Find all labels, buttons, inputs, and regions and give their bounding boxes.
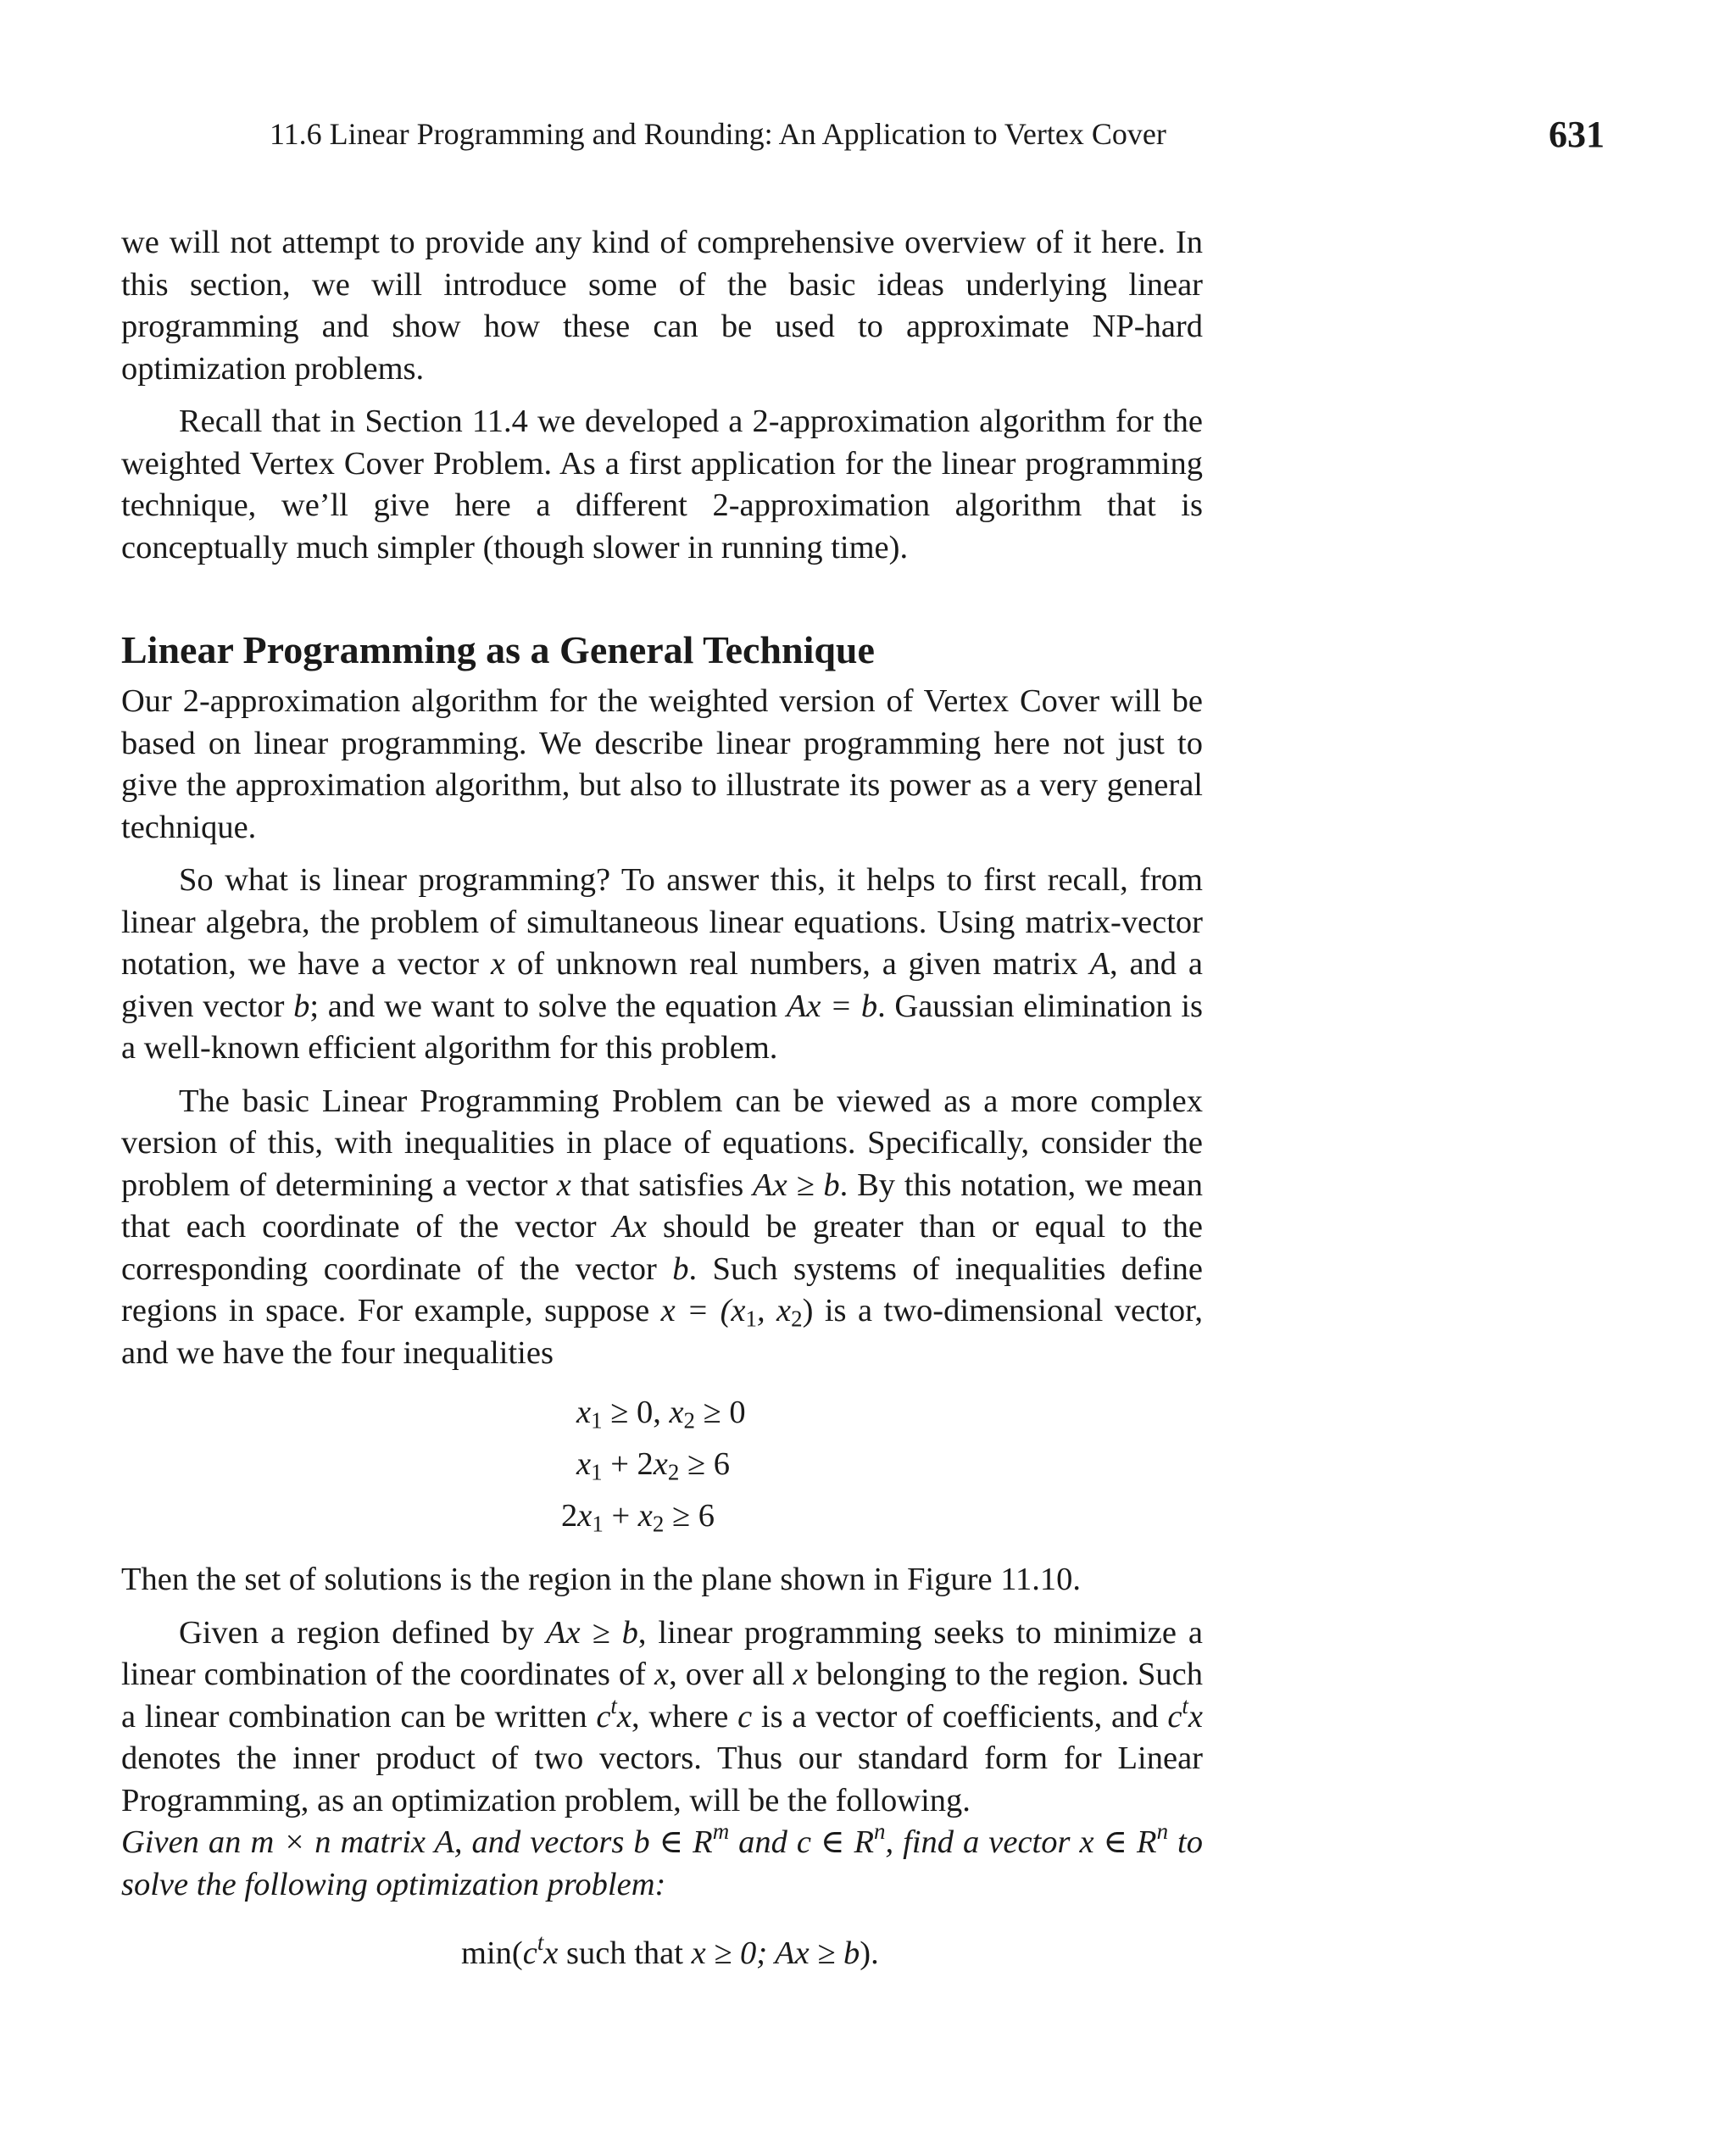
math-x: x <box>793 1657 808 1692</box>
inequality-1 <box>576 1391 746 1434</box>
text-run: of unknown real numbers, a given matrix <box>505 946 1090 982</box>
section-heading: Linear Programming as a General Technique <box>121 628 875 671</box>
text-run: , where <box>631 1698 738 1735</box>
text-run: ; and we want to solve the equation <box>309 988 787 1024</box>
subscript: 1 <box>745 1306 757 1332</box>
math-run: ≥ 6 <box>679 1446 730 1482</box>
math-run: ≥ 0 <box>695 1395 746 1430</box>
math-run: x <box>616 1698 632 1735</box>
text-run: . Gaussian elimination is a well-known efficient algorithm for this problem. <box>121 988 1203 1066</box>
running-head: 11.6 Linear Programming and Rounding: An Application to Vertex Cover <box>270 117 1166 151</box>
math-run: x ≥ 0; Ax ≥ b <box>691 1935 860 1971</box>
math-run: 2 <box>561 1498 578 1534</box>
math-ax-eq-b: Ax = b <box>786 988 878 1024</box>
math-run: + <box>603 1498 638 1534</box>
inequality-3 <box>561 1495 715 1537</box>
math-ax-geq-b: Ax ≥ b <box>546 1614 638 1651</box>
math-run: x <box>1188 1698 1203 1735</box>
paragraph-figure-ref: Then the set of solutions is the region in the plane shown in Figure 11.10. <box>121 1562 1082 1597</box>
math-run: + 2 <box>602 1446 654 1482</box>
subscript: 1 <box>592 1511 604 1537</box>
text-run: , and vectors <box>453 1824 634 1860</box>
math-run: x <box>637 1498 653 1534</box>
math-x-in-rn <box>1079 1818 1169 1860</box>
math-c-in-rn <box>796 1818 886 1860</box>
text-run: , over all <box>669 1657 793 1692</box>
text-run: Given an <box>121 1824 251 1860</box>
math-x-pair <box>660 1293 814 1332</box>
subscript: 2 <box>683 1407 696 1434</box>
superscript: n <box>1156 1818 1169 1844</box>
page-number: 631 <box>1549 114 1605 155</box>
paragraph-intro: we will not attempt to provide any kind of comprehensive overview of it here. In this section, we will introduce some of the basic ideas underlying linear programming and show how these can be used to approximate NP-hard optimization problems. <box>121 225 1203 387</box>
text-run: that satisfies <box>570 1167 754 1203</box>
math-m-by-n: m × n <box>250 1824 331 1860</box>
math-run: x <box>669 1395 684 1430</box>
math-run: such that <box>558 1935 692 1971</box>
math-run: c ∈ R <box>796 1824 875 1860</box>
math-run: x <box>576 1446 592 1482</box>
subscript: 2 <box>652 1511 665 1537</box>
text-run: and <box>729 1824 797 1860</box>
math-ctx <box>596 1692 632 1735</box>
math-run: b ∈ R <box>633 1824 713 1860</box>
math-run: x = (x <box>660 1293 746 1328</box>
text-run: belonging to the region. Such a linear combination can be written <box>121 1657 1203 1735</box>
math-run: min( <box>461 1935 523 1971</box>
optimization-problem <box>121 1929 1203 1975</box>
text-run: matrix <box>331 1824 435 1860</box>
paragraph-basic-lp <box>121 1081 1203 1375</box>
superscript: t <box>1182 1692 1188 1718</box>
inequality-2 <box>576 1443 730 1485</box>
math-ax: Ax <box>612 1209 648 1245</box>
text-run: So what is linear programming? To answer this, it helps to first recall, from linear algebra, the problem of simultaneous linear equations. Using matrix-vector notation, we have a vector <box>121 862 1203 982</box>
math-run: ≥ 6 <box>664 1498 715 1534</box>
math-run: ≥ 0, <box>602 1395 670 1430</box>
text-run: is a vector of coefficients, and <box>752 1698 1168 1735</box>
math-run: x <box>543 1935 559 1971</box>
math-run: x <box>577 1498 593 1534</box>
inequality-system <box>121 1391 1203 1547</box>
math-run: x ∈ R <box>1079 1824 1157 1860</box>
subscript: 2 <box>791 1306 803 1332</box>
paragraph-recall: Recall that in Section 11.4 we developed a 2-approximation algorithm for the weighted Vertex Cover Problem. As a first application for the linear programming technique, we’ll give here a different 2-approximation algorithm that is conceptually much simpler (though slower in running time). <box>121 404 1203 565</box>
math-b-in-rm <box>633 1818 730 1860</box>
text-run: to solve the following optimization problem: <box>121 1824 1203 1902</box>
math-x: x <box>491 946 506 982</box>
text-run: denotes the inner product of two vectors. Thus our standard form for Linear Programming, as an optimization problem, will be the following. <box>121 1740 1203 1818</box>
text-run: The basic Linear Programming Problem can be viewed as a more complex version of this, with inequalities in place of equations. Specifically, consider the problem of determining a vector <box>121 1083 1203 1203</box>
text-run: . By this notation, we mean that each coordinate of the vector <box>121 1167 1203 1245</box>
math-ctx <box>1167 1692 1203 1735</box>
math-ax-geq-b: Ax ≥ b <box>753 1167 840 1203</box>
text-run: , and a given vector <box>121 946 1204 1024</box>
math-x: x <box>556 1167 571 1203</box>
math-A: A <box>434 1824 454 1860</box>
superscript: m <box>712 1818 730 1844</box>
superscript: n <box>874 1818 886 1844</box>
math-run: x <box>576 1395 592 1430</box>
superscript: t <box>537 1929 544 1955</box>
math-b: b <box>672 1250 689 1287</box>
math-run: , x <box>756 1293 792 1328</box>
math-run: c <box>522 1935 537 1971</box>
paragraph-minimize <box>121 1612 1203 1823</box>
paragraph-lp-based: Our 2-approximation algorithm for the weighted version of Vertex Cover will be based on linear programming. We describe linear programming here not just to give the approximation algorithm, but also to illustrate its power as a very general technique. <box>121 683 1203 845</box>
math-run: c <box>1167 1698 1182 1735</box>
math-A: A <box>1089 946 1110 982</box>
main-text <box>121 222 1203 1975</box>
paragraph-what-is-lp <box>121 860 1203 1070</box>
text-run: is a two-dimensional vector, and we have the four inequalities <box>121 1293 1203 1371</box>
standard-form-statement <box>121 1818 1203 1906</box>
text-run: . Such systems of inequalities define regions in space. For example, suppose <box>121 1250 1203 1328</box>
math-b: b <box>293 988 310 1024</box>
math-run: x <box>653 1446 668 1482</box>
text-run: should be greater than or equal to the corresponding coordinate of the vector <box>121 1209 1203 1287</box>
subscript: 1 <box>591 1407 603 1434</box>
superscript: t <box>610 1692 617 1718</box>
math-run: ) <box>802 1293 814 1328</box>
math-x: x <box>654 1657 670 1692</box>
subscript: 1 <box>591 1459 603 1485</box>
text-run: , find a vector <box>885 1824 1080 1860</box>
text-run: Given a region defined by <box>179 1614 547 1651</box>
text-run: , linear programming seeks to minimize a linear combination of the coordinates of <box>121 1614 1203 1692</box>
math-c: c <box>737 1698 753 1735</box>
math-run: c <box>596 1698 611 1735</box>
math-run: ). <box>860 1935 879 1971</box>
subscript: 2 <box>667 1459 680 1485</box>
